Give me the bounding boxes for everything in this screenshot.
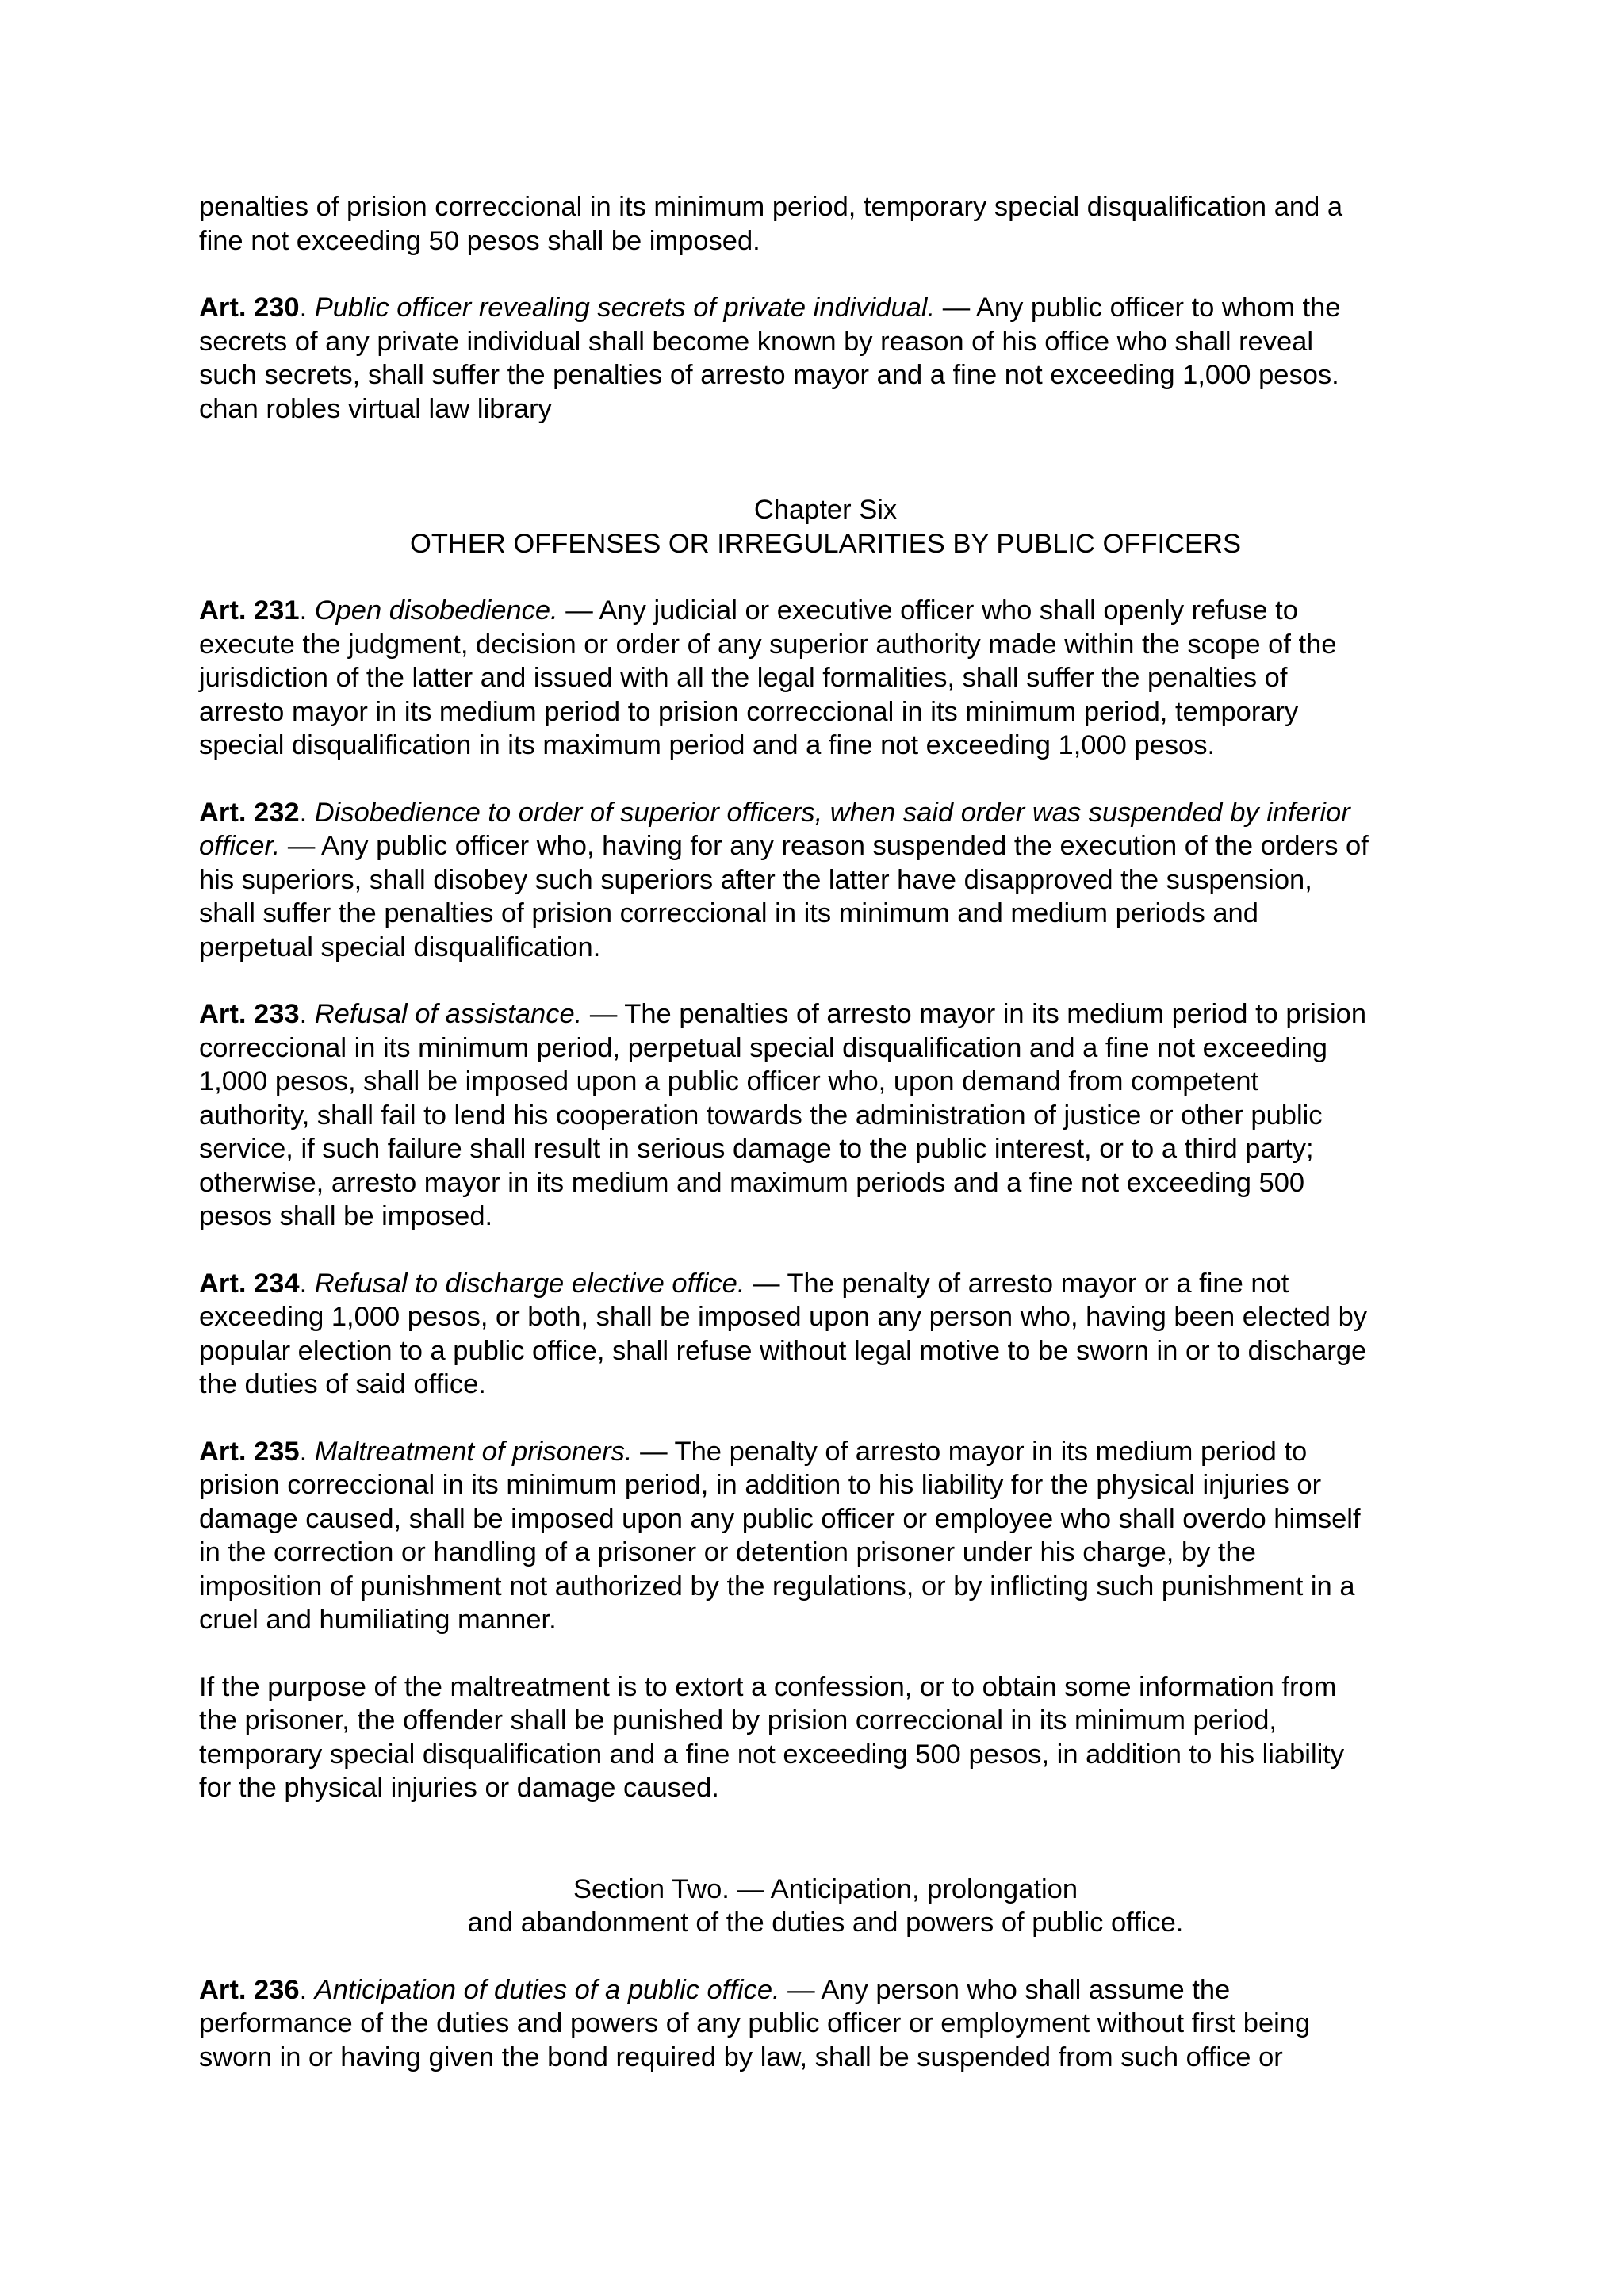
intro-line: fine not exceeding 50 pesos shall be imposed. xyxy=(199,225,760,256)
article-text-line: correccional in its minimum period, perpetual special disqualification and a fine not exceeding xyxy=(199,1032,1327,1063)
article-text-line: his superiors, shall disobey such superiors after the latter have disapproved the suspension, xyxy=(199,864,1312,895)
article-text: — The penalty of arresto mayor or a fine not xyxy=(745,1268,1289,1299)
article-text: — Any judicial or executive officer who shall openly refuse to xyxy=(557,595,1298,626)
article-text-line: popular election to a public office, shall refuse without legal motive to be sworn in or to discharge xyxy=(199,1335,1367,1366)
chapter-title: OTHER OFFENSES OR IRREGULARITIES BY PUBLIC OFFICERS xyxy=(410,528,1241,559)
article-234 xyxy=(199,1267,1452,1402)
article-text-line: secrets of any private individual shall become known by reason of his office who shall reveal xyxy=(199,326,1314,357)
article-number: Art. 233 xyxy=(199,999,300,1029)
article-text: — Any person who shall assume the xyxy=(779,1974,1231,2005)
article-text-line: damage caused, shall be imposed upon any public officer or employee who shall overdo himself xyxy=(199,1503,1361,1534)
article-number: Art. 231 xyxy=(199,595,300,626)
article-236 xyxy=(199,1973,1452,2075)
intro-line: penalties of prision correccional in its minimum period, temporary special disqualification and a xyxy=(199,192,1343,222)
article-text-line: service, if such failure shall result in serious damage to the public interest, or to a third party; xyxy=(199,1134,1314,1164)
section-heading xyxy=(199,1873,1452,1940)
article-number: Art. 234 xyxy=(199,1268,300,1299)
article-title: Maltreatment of prisoners. xyxy=(314,1436,633,1467)
article-232-second-line xyxy=(199,829,1452,863)
article-230 xyxy=(199,291,1452,426)
article-230-first-line: Art. 230. Public officer revealing secrets of private individual. — Any public officer to whom the xyxy=(199,293,1341,323)
article-235-paragraph-2 xyxy=(199,1670,1452,1805)
section-title-line: and abandonment of the duties and powers of public office. xyxy=(467,1908,1184,1938)
article-233 xyxy=(199,997,1452,1234)
chapter-label: Chapter Six xyxy=(753,495,898,525)
article-text-line: temporary special disqualification and a fine not exceeding 500 pesos, in addition to his liability xyxy=(199,1739,1345,1770)
article-text-line: perpetual special disqualification. xyxy=(199,932,601,962)
article-text-line: in the correction or handling of a prisoner or detention prisoner under his charge, by the xyxy=(199,1537,1256,1567)
article-232 xyxy=(199,796,1452,965)
article-title: Open disobedience. xyxy=(314,595,558,626)
article-text-line: cruel and humiliating manner. xyxy=(199,1605,557,1635)
article-232-first-line: Art. 232. Disobedience to order of superior officers, when said order was suspended by inferior xyxy=(199,797,1350,828)
article-text: — The penalty of arresto mayor in its medium period to xyxy=(632,1436,1308,1467)
article-title: Anticipation of duties of a public office. xyxy=(314,1974,780,2005)
article-231 xyxy=(199,594,1452,763)
article-text-line: for the physical injuries or damage caused. xyxy=(199,1773,719,1803)
article-text-line: shall suffer the penalties of prision correccional in its minimum and medium periods and xyxy=(199,898,1258,928)
article-number: Art. 235 xyxy=(199,1436,300,1467)
article-233-first-line: Art. 233. Refusal of assistance. — The penalties of arresto mayor in its medium period to prision xyxy=(199,999,1367,1029)
article-231-first-line: Art. 231. Open disobedience. — Any judicial or executive officer who shall openly refuse to xyxy=(199,595,1298,626)
article-number: Art. 230 xyxy=(199,293,300,323)
article-text-line: sworn in or having given the bond required by law, shall be suspended from such office or xyxy=(199,2042,1283,2072)
article-text-line: execute the judgment, decision or order of any superior authority made within the scope of the xyxy=(199,629,1337,660)
article-236-first-line: Art. 236. Anticipation of duties of a public office. — Any person who shall assume the xyxy=(199,1974,1231,2005)
article-text-line: the prisoner, the offender shall be punished by prision correccional in its minimum period, xyxy=(199,1705,1277,1735)
article-235-first-line: Art. 235. Maltreatment of prisoners. — The penalty of arresto mayor in its medium period to xyxy=(199,1436,1308,1467)
article-text-line: pesos shall be imposed. xyxy=(199,1201,493,1231)
article-235 xyxy=(199,1435,1452,1637)
article-text: — The penalties of arresto mayor in its medium period to prision xyxy=(582,999,1367,1029)
chapter-heading xyxy=(199,493,1452,561)
article-title: Disobedience to order of superior officers, when said order was suspended by inferior xyxy=(314,797,1350,828)
article-text-line: such secrets, shall suffer the penalties of arresto mayor and a fine not exceeding 1,000 pesos. xyxy=(199,360,1339,390)
article-text-line: performance of the duties and powers of any public officer or employment without first being xyxy=(199,2008,1311,2038)
article-text-line: otherwise, arresto mayor in its medium and maximum periods and a fine not exceeding 500 xyxy=(199,1167,1305,1198)
article-text-line: imposition of punishment not authorized by the regulations, or by inflicting such punishment in a xyxy=(199,1571,1355,1601)
article-title: Refusal to discharge elective office. xyxy=(314,1268,745,1299)
article-text-line: exceeding 1,000 pesos, or both, shall be imposed upon any person who, having been elected by xyxy=(199,1302,1368,1332)
article-text-line: arresto mayor in its medium period to prision correccional in its minimum period, temporary xyxy=(199,696,1299,727)
article-text-line: If the purpose of the maltreatment is to extort a confession, or to obtain some information from xyxy=(199,1671,1337,1702)
article-text: — Any public officer to whom the xyxy=(935,293,1341,323)
document-page xyxy=(199,190,1452,2107)
article-234-first-line: Art. 234. Refusal to discharge elective office. — The penalty of arresto mayor or a fine not xyxy=(199,1268,1289,1299)
article-text-line: prision correccional in its minimum period, in addition to his liability for the physical injuries or xyxy=(199,1470,1322,1500)
intro-paragraph xyxy=(199,190,1452,258)
article-text-line: chan robles virtual law library xyxy=(199,393,552,424)
article-title: Public officer revealing secrets of private individual. xyxy=(314,293,936,323)
article-text-line: the duties of said office. xyxy=(199,1369,486,1399)
section-title-line: Section Two. — Anticipation, prolongation xyxy=(573,1873,1078,1904)
article-text-line: authority, shall fail to lend his cooperation towards the administration of justice or other public xyxy=(199,1100,1323,1131)
article-title: Refusal of assistance. xyxy=(314,999,583,1029)
article-number: Art. 232 xyxy=(199,797,300,828)
article-title-continued: officer. xyxy=(199,831,281,861)
article-text-line: jurisdiction of the latter and issued with all the legal formalities, shall suffer the penalties of xyxy=(199,663,1288,693)
article-text-line: special disqualification in its maximum period and a fine not exceeding 1,000 pesos. xyxy=(199,730,1216,760)
article-text-line: 1,000 pesos, shall be imposed upon a public officer who, upon demand from competent xyxy=(199,1066,1259,1096)
article-text: — Any public officer who, having for any reason suspended the execution of the orders of xyxy=(280,831,1369,861)
article-number: Art. 236 xyxy=(199,1974,300,2005)
